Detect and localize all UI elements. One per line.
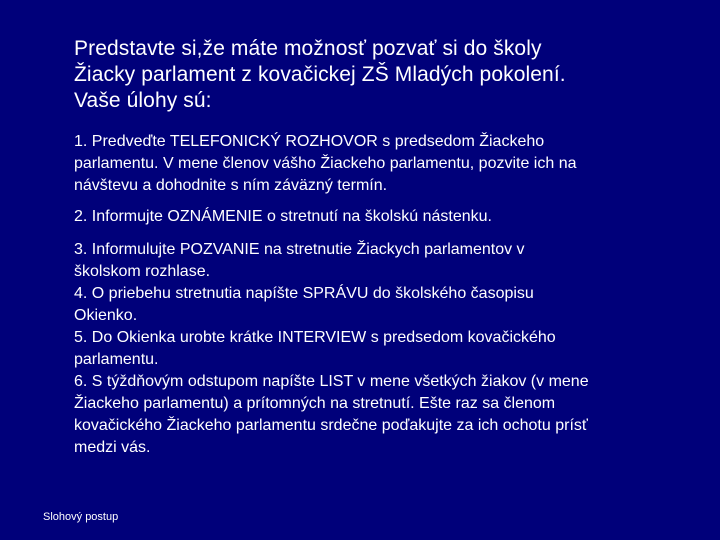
task-line: 3. Informulujte POZVANIE na stretnutie Žiackych parlamentov v xyxy=(74,241,525,258)
task-1-paragraph xyxy=(74,131,704,197)
task-line: 1. Predveďte TELEFONICKÝ ROZHOVOR s predsedom Žiackeho xyxy=(74,133,545,150)
task-line: 2. Informujte OZNÁMENIE o stretnutí na školskú nástenku. xyxy=(74,208,492,225)
task-line: školskom rozhlase. xyxy=(74,263,211,280)
task-line: kovačického Žiackeho parlamentu srdečne poďakujte za ich ochotu prísť xyxy=(74,417,588,434)
task-line: medzi vás. xyxy=(74,439,151,456)
task-line: 4. O priebehu stretnutia napíšte SPRÁVU do školského časopisu xyxy=(74,285,534,302)
task-3-6-paragraph xyxy=(74,239,704,459)
slide-footer: Slohový postup xyxy=(43,511,119,523)
task-line: parlamentu. xyxy=(74,351,159,368)
task-2-paragraph xyxy=(74,206,704,228)
task-line: Žiackeho parlamentu) a prítomných na stretnutí. Ešte raz sa členom xyxy=(74,395,556,412)
task-line: Okienko. xyxy=(74,307,138,324)
task-line: návštevu a dohodnite s ním záväzný termín. xyxy=(74,177,388,194)
title-line: Žiacky parlament z kovačickej ZŠ Mladých pokolení. xyxy=(74,63,566,86)
task-line: 5. Do Okienka urobte krátke INTERVIEW s predsedom kovačického xyxy=(74,329,556,346)
title-line: Vaše úlohy sú: xyxy=(74,89,212,112)
task-line: parlamentu. V mene členov vášho Žiackeho parlamentu, pozvite ich na xyxy=(74,155,577,172)
slide-title xyxy=(74,36,704,114)
task-line: 6. S týždňovým odstupom napíšte LIST v mene všetkých žiakov (v mene xyxy=(74,373,589,390)
title-line: Predstavte si,že máte možnosť pozvať si do školy xyxy=(74,37,542,60)
